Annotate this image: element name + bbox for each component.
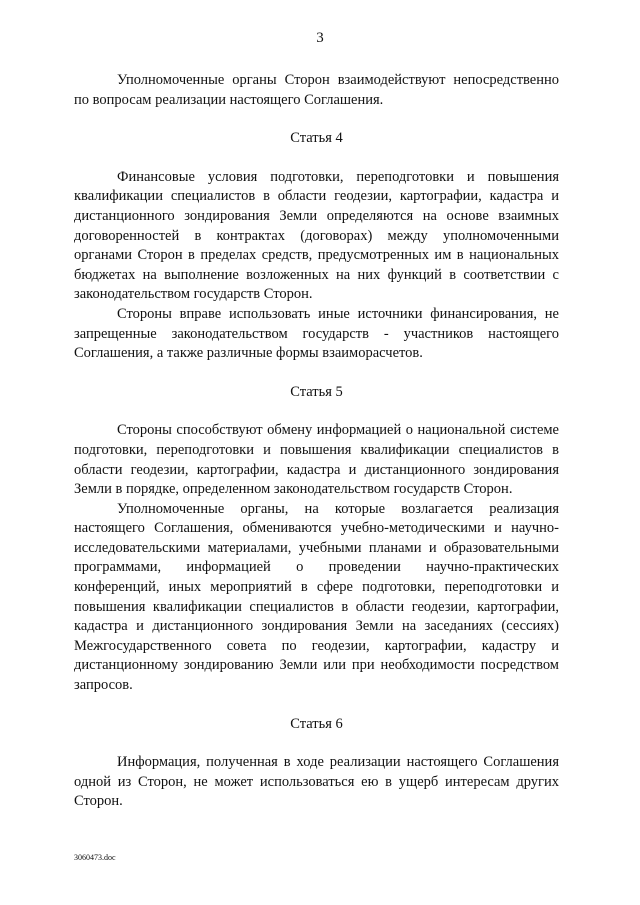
article-5-paragraph-1: Стороны способствуют обмену информацией о национальной системе подготовки, переподготовки и повышения квалификации специалистов в области геодезии, картографии, кадастра и дистанционного зондирования Земли в порядке, определенном законодательством государств Сторон.	[74, 422, 559, 498]
document-body	[74, 71, 559, 812]
article-6-paragraph-1: Информация, полученная в ходе реализации настоящего Соглашения одной из Сторон, не может использоваться ею в ущерб интересам других Сторон.	[74, 754, 559, 810]
article-5-heading: Статья 5	[290, 383, 343, 400]
page-number: 3	[316, 30, 324, 46]
article-4-heading: Статья 4	[290, 130, 343, 147]
article-4-paragraph-1: Финансовые условия подготовки, переподготовки и повышения квалификации специалистов в области геодезии, картографии, кадастра и дистанционного зондирования Земли определяются на основе взаимных договоренностей в контрактах (договорах) между уполномоченными органами Сторон в пределах средств, предусмотренных им в национальных бюджетах на выполнение возложенных на них функций в соответствии с законодательством государств Сторон.	[74, 168, 559, 303]
article-6-heading: Статья 6	[290, 715, 343, 732]
document-file-name: 3060473.doc	[74, 853, 116, 862]
intro-paragraph: Уполномоченные органы Сторон взаимодействуют непосредственно по вопросам реализации настоящего Соглашения.	[74, 72, 559, 108]
article-5-paragraph-2: Уполномоченные органы, на которые возлагается реализация настоящего Соглашения, обмениваются учебно-методическими и научно-исследовательскими материалами, учебными планами и образовательными программами, информацией о проведении научно-практических конференций, иных мероприятий в сфере подготовки, переподготовки и повышения квалификации специалистов в области геодезии, картографии, кадастра и дистанционного зондирования Земли на заседаниях (сессиях) Межгосударственного совета по геодезии, картографии, кадастру и дистанционному зондированию Земли или при необходимости посредством запросов.	[74, 500, 559, 694]
article-4-paragraph-2: Стороны вправе использовать иные источники финансирования, не запрещенные законодательством государств - участников настоящего Соглашения, а также различные формы взаиморасчетов.	[74, 305, 559, 362]
